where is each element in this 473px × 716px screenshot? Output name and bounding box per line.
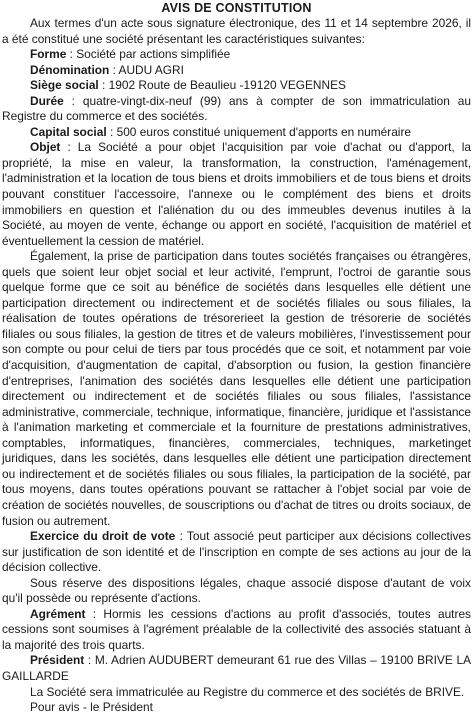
siege-line [2,78,471,94]
president-paragraph [2,653,471,684]
exercice-paragraph [2,529,471,576]
objet-label: Objet [30,140,61,155]
agrement-label: Agrément [30,606,86,621]
capital-label: Capital social [30,124,107,139]
reserve-paragraph: Sous réserve des dispositions légales, chaque associé dispose d'autant de voix qu'il possède ou représente d'actions. [2,575,471,606]
capital-value: : 500 euros constitué uniquement d'apports en numéraire [106,124,412,139]
intro-paragraph: Aux termes d'un acte sous signature électronique, des 11 et 14 septembre 2026, il a été constitué une société présentant les caractéristiques suivantes: [2,16,471,46]
exercice-value: : Tout associé peut participer aux décisions collectives sur justification de son identité et de l'inscription en compte de ses actions au jour de la décision collective. [2,529,471,575]
objet-value: : La Société a pour objet l'acquisition par voie d'achat ou d'apport, la propriété, la mise en valeur, la transformation, la construction, l'aménagement, l'administration et la location de tous biens et droits immobiliers et de tous biens et droits pouvant constituer l'accessoire, l'annexe ou le complément des biens et droits immobiliers en question et l'aliénation du ou des immeubles devenus inutiles à la Société, au moyen de vente, échange ou apport en société, l'acquisition de matériel et éventuellement la cession de matériel. [2,140,471,248]
capital-line [2,125,471,141]
duree-paragraph [2,94,471,125]
objet-suite-paragraph: Également, la prise de participation dans toutes sociétés françaises ou étrangères, quels que soient leur objet social et leur activité, l'emprunt, l'octroi de garantie sous quelque forme que ce soit au bénéfice de sociétés dans lesquelles elle détient une participation directement ou indirectement et de sociétés filiales ou sous filiales, la réalisation de toutes opérations de trésorerieet la gestion de trésorerie de sociétés filiales ou sous filiales, la gestion de titres et de valeurs mobilières, l'investissement pour son compte ou pour celui de tiers par tous procédés que ce soit, et notamment par voie d'acquisition, d'augmentation de capital, d'absorption ou fusion, la gestion financière d'entreprises, l'animation des sociétés dans lesquelles elle détient une participation directement ou indirectement et de sociétés filiales ou sous filiales, l'assistance administrative, commerciale, technique, informatique, financière, juridique et l'assistance à l'animation marketing et commerciale et la fourniture de prestations administratives, comptables, informatiques, financières, commerciales, techniques, marketinget juridiques, dans les sociétés, dans lesquelles elle détient une participation directement ou indirectement et de sociétés filiales ou sous filiales, la participation de la société, par tous moyens, dans toutes opérations pouvant se rattacher à l'objet social par voie de création de sociétés nouvelles, de souscriptions ou d'achat de titres ou droits sociaux, de fusion ou autrement. [2,249,471,528]
signature-line: Pour avis - le Président [30,700,153,715]
forme-line [2,47,471,63]
duree-label: Durée [30,93,64,108]
agrement-value: : Hormis les cessions d'actions au profit d'associés, toutes autres cessions sont soumises à l'agrément préalable de la collectivité des associés statuant à la majorité des trois quarts. [2,606,471,652]
siege-value: : 1902 Route de Beaulieu -19120 VEGENNES [98,78,346,93]
denomination-value: : AUDU AGRI [109,62,184,77]
immatriculation-paragraph: La Société sera immatriculée au Registre du commerce et des sociétés de BRIVE. [30,684,465,699]
duree-value: : quatre-vingt-dix-neuf (99) ans à compter de son immatriculation au Registre du commerce et des sociétés. [2,93,471,124]
president-label: Président [30,653,85,668]
president-value: : M. Adrien AUDUBERT demeurant 61 rue des Villas – 19100 BRIVE LA GAILLARDE [2,653,471,683]
exercice-label: Exercice du droit de vote [30,529,176,544]
notice-title: AVIS DE CONSTITUTION [161,1,312,15]
siege-label: Siège social [30,78,99,93]
denomination-line [2,63,471,79]
forme-label: Forme [30,47,67,62]
denomination-label: Dénomination [30,62,110,77]
agrement-paragraph [2,607,471,654]
legal-notice [2,0,471,716]
forme-value: : Société par actions simplifiée [66,47,231,62]
objet-paragraph [2,140,471,249]
